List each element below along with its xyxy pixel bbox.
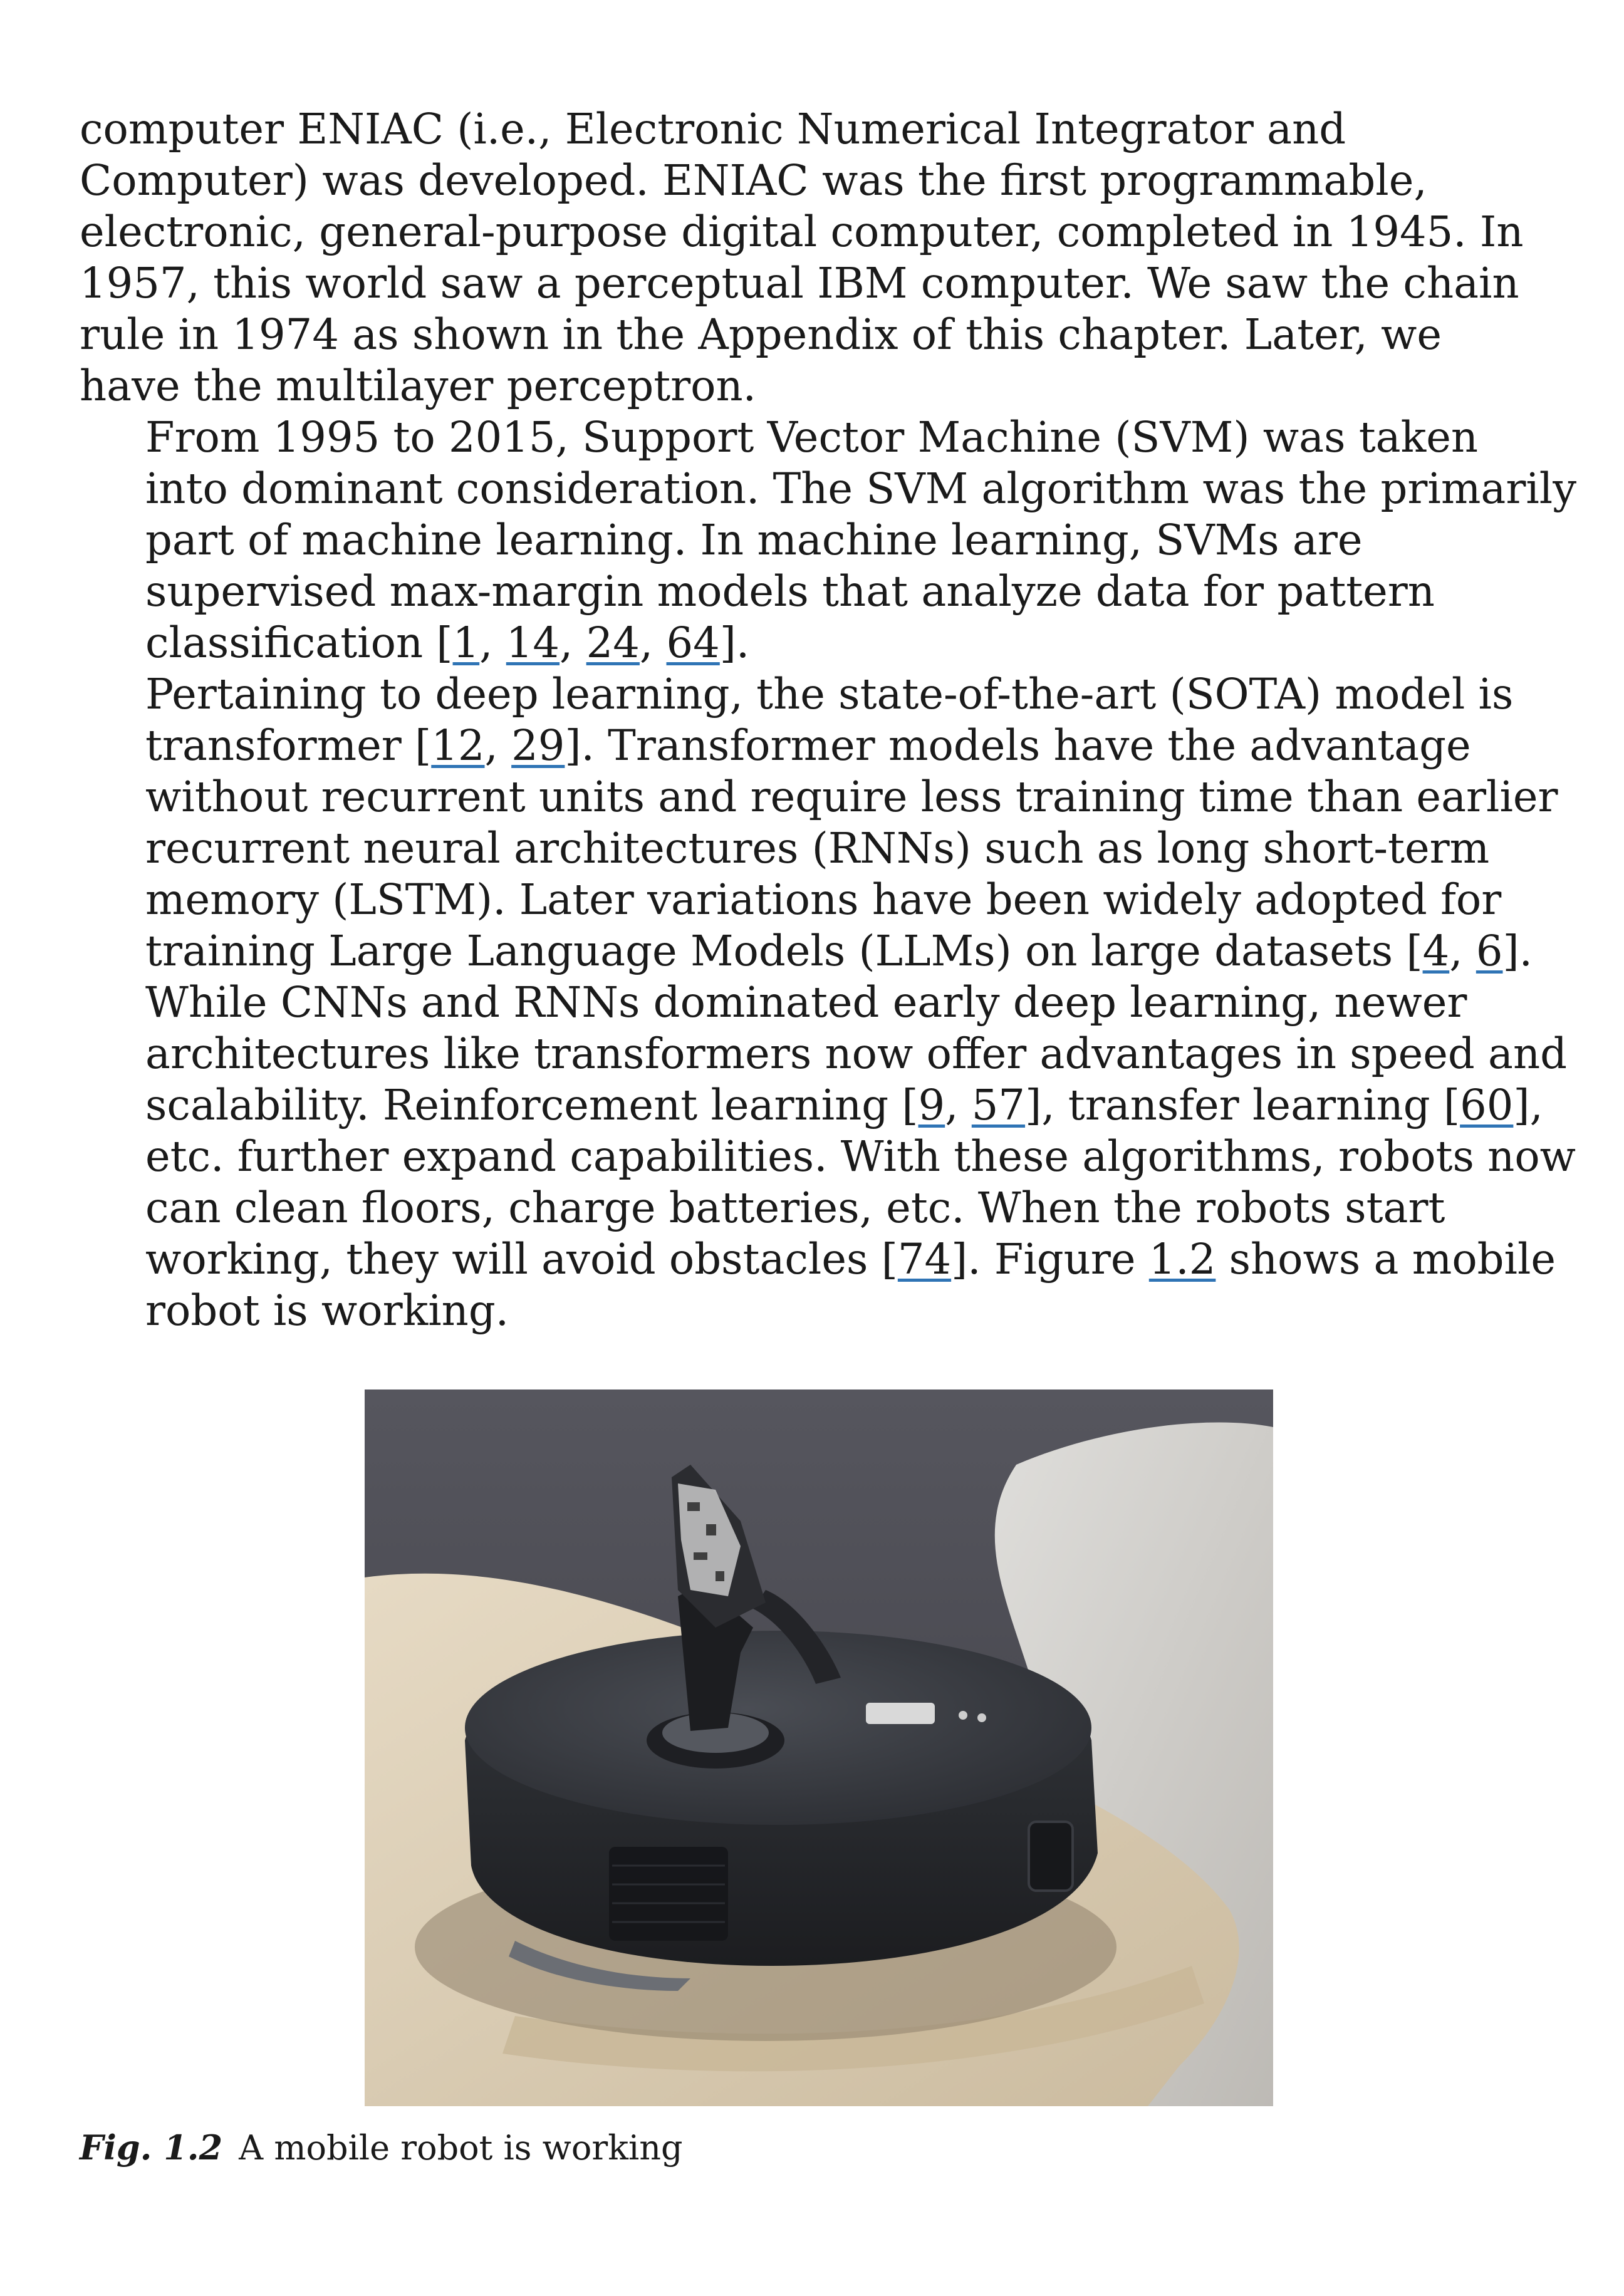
text-span: architectures like transformers now offer advantages in speed and	[145, 1029, 1568, 1078]
citation-link[interactable]: 1	[452, 618, 480, 667]
text-line	[80, 463, 1577, 514]
text-line	[80, 206, 1558, 257]
text-line	[80, 412, 1558, 463]
text-span: recurrent neural architectures (RNNs) such as long short-term	[145, 824, 1490, 873]
text-span: without recurrent units and require less training time than earlier	[145, 772, 1558, 821]
text-span: transformer [	[145, 721, 432, 770]
citation-link[interactable]: 24	[586, 618, 640, 667]
text-line	[80, 1079, 1558, 1131]
text-line	[80, 823, 1558, 874]
citation-link[interactable]: 12	[431, 721, 485, 770]
text-span: electronic, general-purpose digital computer, completed in 1945. In	[80, 207, 1524, 256]
text-span: ],	[1513, 1081, 1543, 1130]
text-line	[80, 874, 1558, 925]
text-span: scalability. Reinforcement learning [	[145, 1081, 919, 1130]
text-span: ,	[945, 1081, 972, 1130]
robot-vacuum-photo-icon	[365, 1390, 1273, 2106]
text-span: ]. Figure	[951, 1235, 1149, 1284]
text-span: supervised max-margin models that analyze data for pattern	[145, 567, 1435, 616]
text-span: rule in 1974 as shown in the Appendix of this chapter. Later, we	[80, 310, 1442, 359]
text-line	[80, 1131, 1576, 1182]
text-span: memory (LSTM). Later variations have been widely adopted for	[145, 875, 1502, 924]
text-span: can clean floors, charge batteries, etc. When the robots start	[145, 1183, 1445, 1232]
text-span: working, they will avoid obstacles [	[145, 1235, 898, 1284]
text-line	[80, 257, 1558, 309]
text-span: ,	[560, 618, 586, 667]
text-line	[80, 925, 1558, 977]
text-span: ], transfer learning [	[1025, 1081, 1460, 1130]
text-line	[80, 771, 1558, 823]
text-line	[80, 1285, 1558, 1336]
text-span: Computer) was developed. ENIAC was the first programmable,	[80, 156, 1427, 205]
figure-caption-text: A mobile robot is working	[239, 2128, 683, 2168]
text-line	[80, 514, 1558, 566]
text-span: ].	[719, 618, 750, 667]
citation-link[interactable]: 9	[918, 1081, 945, 1130]
text-line	[80, 1028, 1568, 1079]
citation-link[interactable]: 74	[897, 1235, 952, 1284]
text-line	[80, 617, 1558, 668]
text-span: While CNNs and RNNs dominated early deep learning, newer	[145, 978, 1467, 1027]
text-line	[80, 566, 1558, 617]
text-span: ].	[1502, 927, 1533, 975]
paragraph	[80, 668, 1558, 977]
text-line	[80, 1182, 1558, 1234]
paragraph	[80, 977, 1576, 1336]
text-line	[80, 155, 1558, 206]
paragraph	[80, 412, 1577, 668]
text-span: ,	[484, 721, 512, 770]
text-span: 1957, this world saw a perceptual IBM computer. We saw the chain	[80, 259, 1519, 308]
robot-top-shape	[465, 1631, 1091, 1825]
text-span: ,	[479, 618, 506, 667]
citation-link[interactable]: 60	[1460, 1081, 1514, 1130]
figure-image	[365, 1390, 1273, 2106]
citation-link[interactable]: 29	[511, 721, 565, 770]
text-span: ,	[639, 618, 667, 667]
text-span: ,	[1449, 927, 1476, 975]
citation-link[interactable]: 4	[1422, 927, 1450, 975]
citation-link[interactable]: 57	[971, 1081, 1026, 1130]
text-span: From 1995 to 2015, Support Vector Machine (SVM) was taken	[145, 413, 1479, 462]
text-span: ]. Transformer models have the advantage	[565, 721, 1471, 770]
figure-label: Fig. 1.2	[80, 2127, 223, 2168]
text-line	[80, 360, 1558, 412]
text-span: part of machine learning. In machine learning, SVMs are	[145, 516, 1363, 564]
text-line	[80, 720, 1558, 771]
citation-link[interactable]: 6	[1476, 927, 1503, 975]
text-span: computer ENIAC (i.e., Electronic Numerical Integrator and	[80, 105, 1346, 153]
text-line	[80, 977, 1558, 1028]
text-line	[80, 668, 1558, 720]
text-span: into dominant consideration. The SVM algorithm was the primarily	[145, 464, 1577, 513]
body-text	[80, 103, 1577, 1336]
paragraph	[80, 103, 1558, 412]
figure-caption	[80, 2127, 683, 2169]
text-line	[80, 103, 1558, 155]
text-span: classification [	[145, 618, 453, 667]
citation-link[interactable]: 1.2	[1148, 1235, 1216, 1284]
text-span: training Large Language Models (LLMs) on large datasets [	[145, 927, 1423, 975]
citation-link[interactable]: 14	[506, 618, 560, 667]
text-line	[80, 309, 1558, 360]
text-span: shows a mobile	[1215, 1235, 1556, 1284]
text-span: etc. further expand capabilities. With these algorithms, robots now	[145, 1132, 1576, 1181]
text-span: have the multilayer perceptron.	[80, 361, 756, 410]
page-body	[80, 103, 1577, 1336]
citation-link[interactable]: 64	[666, 618, 720, 667]
text-span: Pertaining to deep learning, the state-of-the-art (SOTA) model is	[145, 670, 1514, 719]
text-line	[80, 1234, 1558, 1285]
text-span: robot is working.	[145, 1286, 509, 1335]
